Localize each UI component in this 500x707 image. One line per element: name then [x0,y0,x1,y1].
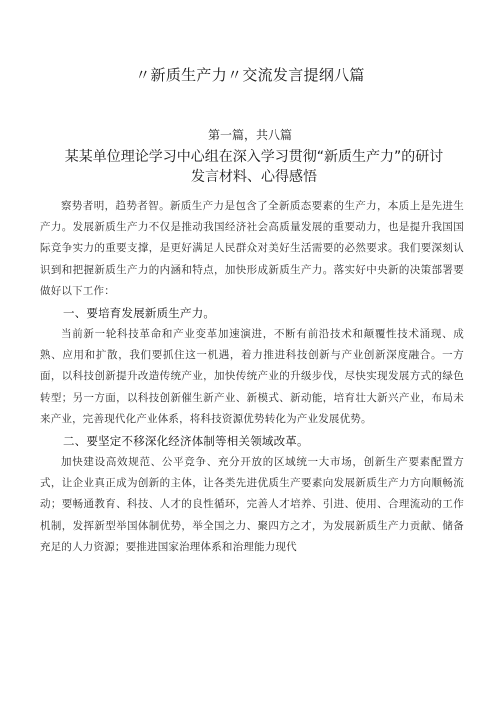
section-2-heading: 二、要坚定不移深化经济体制等相关领域改革。 [63,434,309,449]
section-2-paragraph: 加快建设高效规范、公平竞争、充分开放的区域统一大市场，创新生产要素配置方式，让企业真正成为创新的主体，让各类先进优质生产要素向发展新质生产力方向顺畅流动；要畅通教育、科技、人才的良性循环，完善人才培养、引进、使用、合理流动的工作机制，发挥新型举国体制优势，举全国之力、聚四方之才，为发展新质生产力贡献、储备充足的人力资源；要推进国家治理体系和治理能力现代 [40,456,464,553]
part-heading: 第一篇，共八篇 [207,128,292,142]
intro-paragraph: 察势者明，趋势者智。新质生产力是包含了全新质态要素的生产力，本质上是先进生产力。发展新质生产力不仅是推动我国经济社会高质量发展的重要动力，也是提升我国国际竞争实力的重要支撑，是更好满足人民群众对美好生活需要的必然要求。我们要深刻认识到和把握新质生产力的内涵和特点，加快形成新质生产力。落实好中央新的决策部署要做好以下工作： [40,200,464,297]
document-body [40,196,464,558]
document-title: 〃新质生产力〃交流发言提纲八篇 [135,66,365,84]
article-title: 某某单位理论学习中心组在深入学习贯彻“新质生产力”的研讨发言材料、心得感悟 [64,149,444,185]
section-1-heading: 一、要培育发展新质生产力。 [63,306,216,321]
section-1-paragraph: 当前新一轮科技革命和产业变革加速演进，不断有前沿技术和颠覆性技术涌现、成熟、应用和扩散，我们要抓住这一机遇，着力推进科技创新与产业创新深度融合。一方面，以科技创新提升改造传统产业，加快传统产业的升级步伐，尽快实现发展方式的绿色转型；另一方面，以科技创新催生新产业、新模式、新动能，培育壮大新兴产业，布局未来产业，完善现代化产业体系，将科技资源优势转化为产业发展优势。 [40,328,464,425]
